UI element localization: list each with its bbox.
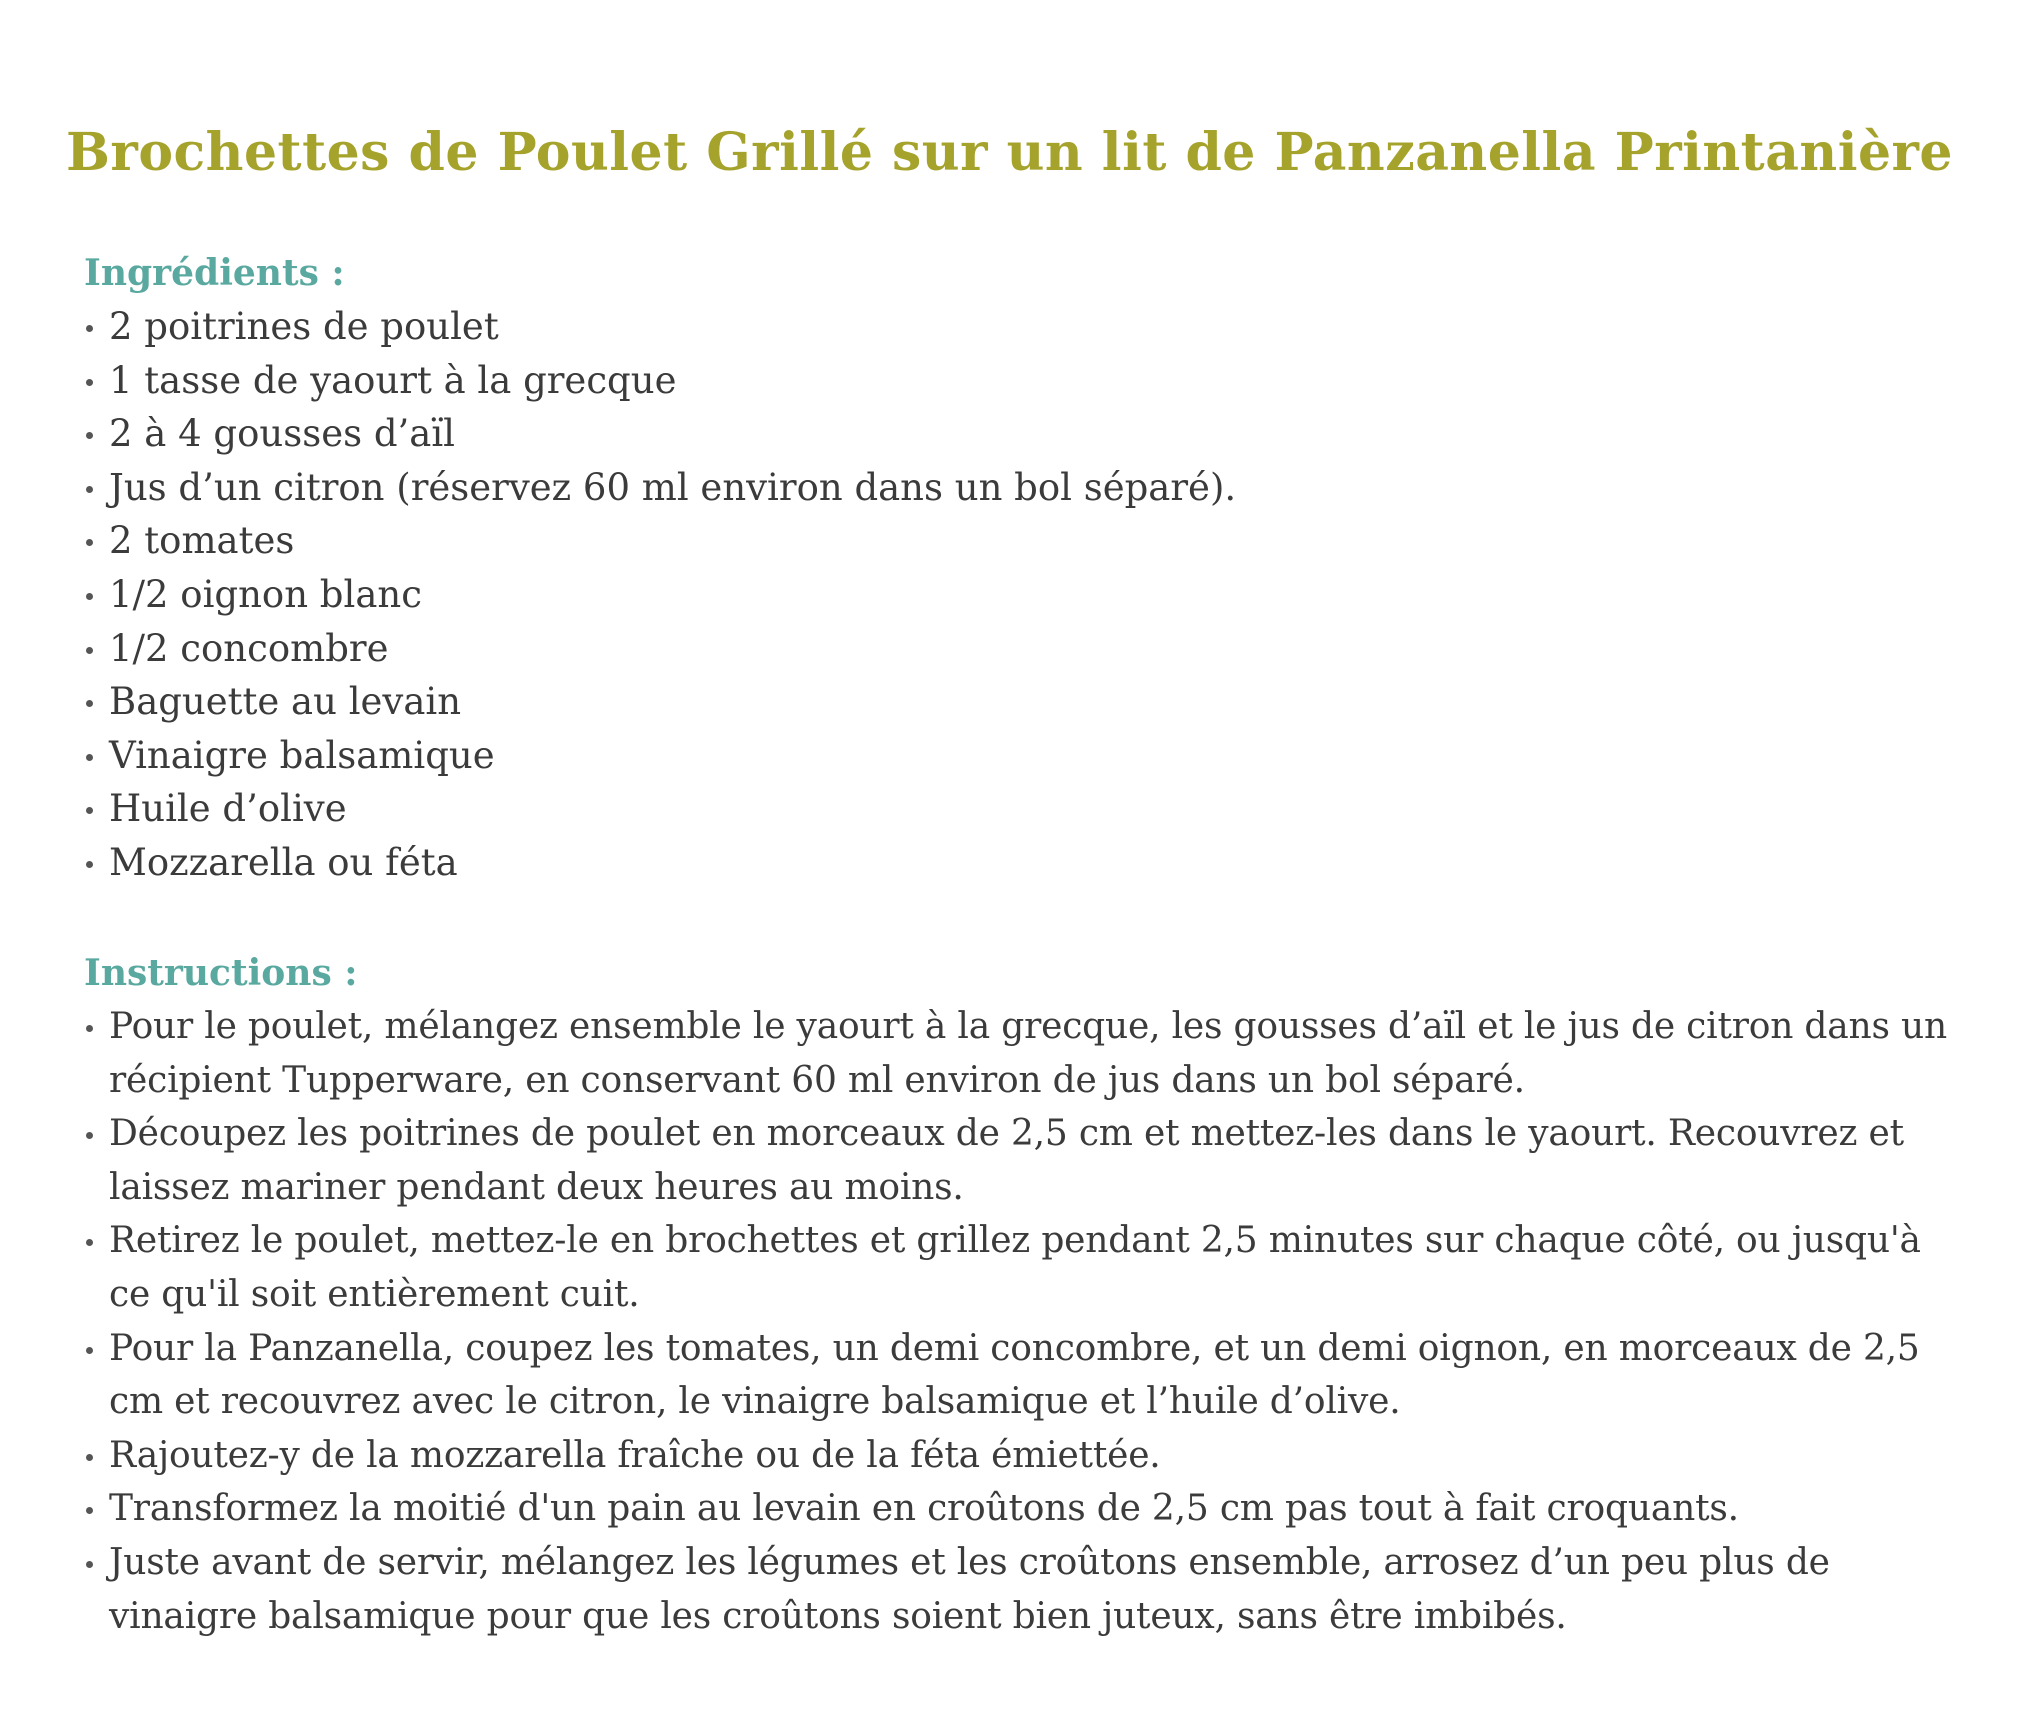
ingredient-item: 2 à 4 gousses d’aïl [84,407,1964,461]
ingredient-item: 1/2 concombre [84,622,1964,676]
instruction-step: Pour le poulet, mélangez ensemble le yaourt à la grecque, les gousses d’aïl et le jus de citron dans un récipient Tupperware, en conservant 60 ml environ de jus dans un bol séparé. [84,1000,1964,1107]
instruction-step: Transformez la moitié d'un pain au levain en croûtons de 2,5 cm pas tout à fait croquants. [84,1482,1964,1536]
instruction-step: Découpez les poitrines de poulet en morceaux de 2,5 cm et mettez-les dans le yaourt. Recouvrez et laissez mariner pendant deux heures au moins. [84,1107,1964,1214]
ingredients-section [84,246,1964,890]
ingredient-item: Baguette au levain [84,675,1964,729]
instruction-step: Pour la Panzanella, coupez les tomates, un demi concombre, et un demi oignon, en morceaux de 2,5 cm et recouvrez avec le citron, le vinaigre balsamique et l’huile d’olive. [84,1322,1964,1429]
ingredient-item: Mozzarella ou féta [84,836,1964,890]
ingredient-item: 1 tasse de yaourt à la grecque [84,354,1964,408]
ingredients-list [84,300,1964,890]
instructions-list [84,1000,1964,1643]
recipe-title: Brochettes de Poulet Grillé sur un lit de Panzanella Printanière [65,122,1954,183]
ingredient-item: 1/2 oignon blanc [84,568,1964,622]
ingredient-item: Jus d’un citron (réservez 60 ml environ dans un bol séparé). [84,461,1964,515]
ingredient-item: Huile d’olive [84,782,1964,836]
ingredient-item: Vinaigre balsamique [84,729,1964,783]
instruction-step: Rajoutez-y de la mozzarella fraîche ou de la féta émiettée. [84,1429,1964,1483]
instruction-step: Retirez le poulet, mettez-le en brochettes et grillez pendant 2,5 minutes sur chaque côté, ou jusqu'à ce qu'il soit entièrement cuit. [84,1214,1964,1321]
ingredients-heading: Ingrédients : [84,252,345,294]
ingredient-item: 2 tomates [84,514,1964,568]
instruction-step: Juste avant de servir, mélangez les légumes et les croûtons ensemble, arrosez d’un peu plus de vinaigre balsamique pour que les croûtons soient bien juteux, sans être imbibés. [84,1536,1964,1643]
instructions-section [84,946,1964,1643]
instructions-heading: Instructions : [84,952,358,994]
ingredient-item: 2 poitrines de poulet [84,300,1964,354]
